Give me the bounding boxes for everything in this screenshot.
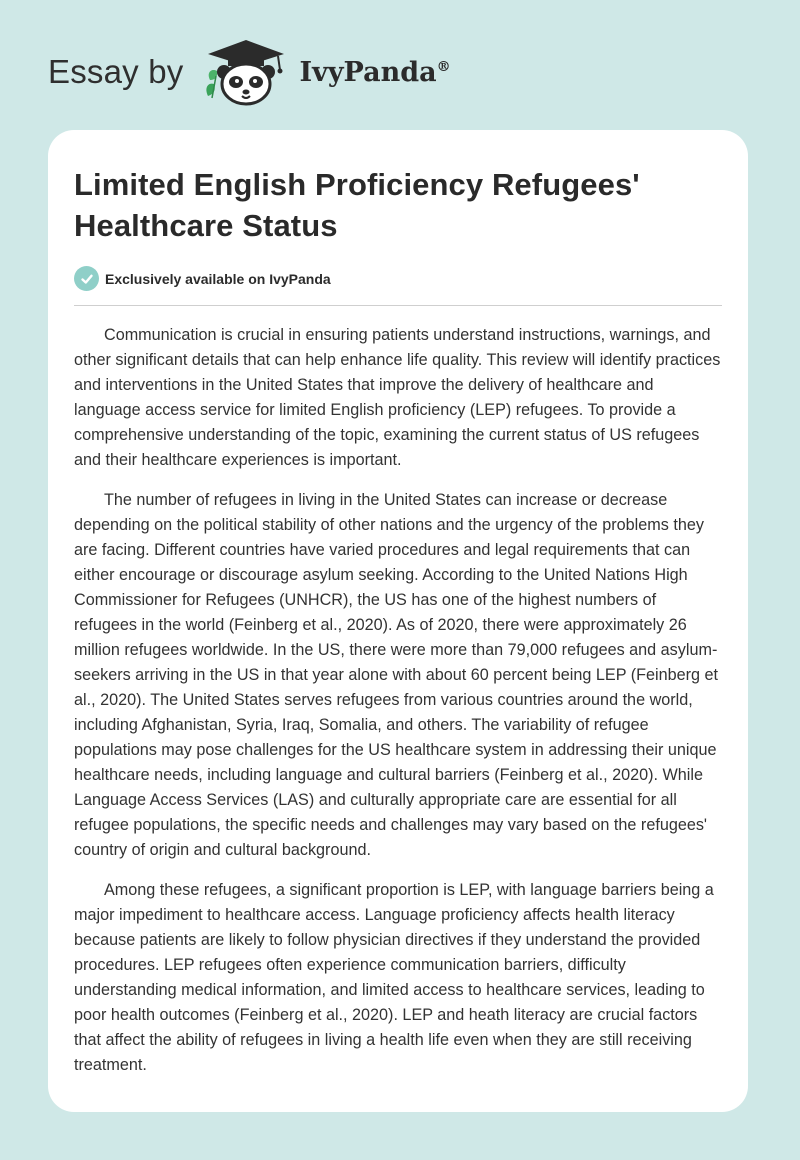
article-body xyxy=(74,323,722,1078)
brand-name[interactable]: IvyPanda® xyxy=(299,56,451,88)
registered-mark: ® xyxy=(436,58,451,75)
paragraph: Communication is crucial in ensuring patients understand instructions, warnings, and other significant details that can help enhance life quality. This review will identify practices and interventions in the United States that improve the delivery of healthcare and language access service for limited English proficiency (LEP) refugees. To provide a comprehensive understanding of the topic, examining the current status of US refugees and their healthcare experiences is important. xyxy=(74,326,721,469)
panda-graduate-icon[interactable] xyxy=(198,36,294,108)
page-title: Limited English Proficiency Refugees' Healthcare Status xyxy=(74,167,640,243)
site-header xyxy=(48,36,451,108)
paragraph: The number of refugees in living in the United States can increase or decrease depending on the political stability of other nations and the urgency of the problems they are facing. Different countries have varied procedures and legal requirements that can either encourage or discourage asylum seeking. According to the United Nations High Commissioner for Refugees (UNHCR), the US has one of the highest numbers of refugees in the world (Feinberg et al., 2020). As of 2020, there were approximately 26 million refugees worldwide. In the US, there were more than 79,000 refugees and asylum-seekers arriving in the US in that year alone with about 60 percent being LEP (Feinberg et al., 2020). The United States serves refugees from various countries around the world, including Afghanistan, Syria, Iraq, Somalia, and others. The variability of refugee populations may pose challenges for the US healthcare system in addressing their unique healthcare needs, including language and cultural barriers (Feinberg et al., 2020). While Language Access Services (LAS) and culturally appropriate care are essential for all refugee populations, the specific needs and challenges may vary based on the refugees' country of origin and cultural background. xyxy=(74,491,718,859)
essay-by-label: Essay by xyxy=(48,53,184,90)
exclusive-badge xyxy=(74,266,722,306)
check-icon xyxy=(74,266,99,291)
paragraph: Among these refugees, a significant proportion is LEP, with language barriers being a major impediment to healthcare access. Language proficiency affects health literacy because patients are likely to follow physician directives if they understand the provided procedures. LEP refugees often experience communication barriers, difficulty understanding medical information, and limited access to healthcare services, leading to poor health outcomes (Feinberg et al., 2020). LEP and heath literacy are crucial factors that affect the ability of refugees in living a health life even when they are still receiving treatment. xyxy=(74,881,714,1074)
article-card xyxy=(48,130,748,1112)
exclusive-badge-text: Exclusively available on IvyPanda xyxy=(105,270,331,287)
